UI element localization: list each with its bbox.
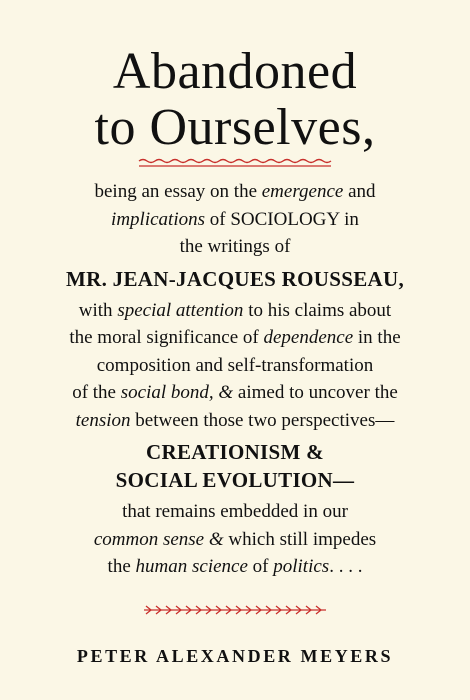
theme-line-1: CREATIONISM & bbox=[146, 440, 324, 464]
theme-line-2: SOCIAL EVOLUTION— bbox=[115, 468, 355, 492]
essay-line-3: the writings of bbox=[179, 236, 291, 257]
subject-name: MR. JEAN-JACQUES ROUSSEAU, bbox=[66, 266, 404, 291]
top-ornament bbox=[137, 158, 333, 168]
title-line-2: to Ourselves, bbox=[94, 99, 376, 156]
essay-line-2: implications of SOCIOLOGY in bbox=[111, 208, 359, 230]
themes-heading bbox=[0, 438, 470, 494]
essay-line-7: of the social bond, & aimed to uncover the bbox=[72, 382, 398, 403]
essay-line-6: composition and self-transformation bbox=[96, 354, 374, 376]
essay-line-9: that remains embedded in our bbox=[122, 501, 348, 522]
essay-line-8: tension between those two perspectives— bbox=[75, 409, 395, 431]
author-name: PETER ALEXANDER MEYERS bbox=[76, 646, 394, 666]
bottom-ornament bbox=[142, 604, 328, 616]
essay-line-11: the human science of politics. . . . bbox=[107, 556, 363, 577]
book-title bbox=[0, 44, 470, 156]
title-line-1: Abandoned bbox=[112, 43, 358, 100]
essay-description bbox=[0, 178, 470, 581]
essay-line-10: common sense & which still impedes bbox=[93, 528, 377, 550]
essay-line-4: with special attention to his claims about bbox=[78, 299, 392, 321]
essay-line-5: the moral significance of dependence in the bbox=[69, 327, 401, 348]
essay-line-1: being an essay on the emergence and bbox=[94, 181, 376, 202]
